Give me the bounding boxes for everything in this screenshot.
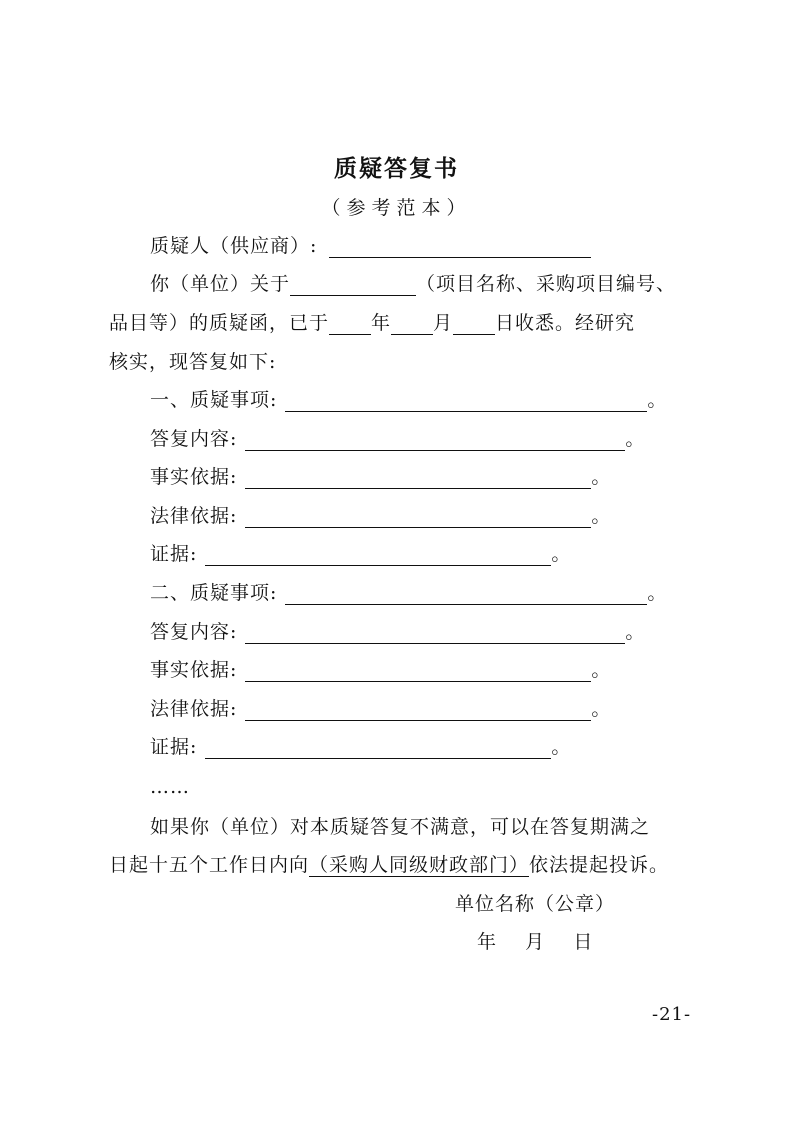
period: 。 (551, 736, 572, 758)
closing-suffix: 依法提起投诉。 (529, 854, 670, 876)
section2-issue-blank[interactable] (285, 582, 647, 605)
section1-evidence-blank[interactable] (205, 543, 551, 566)
signature-date: 年 月 日 (477, 931, 594, 953)
closing-prefix: 日起十五个工作日内向 (109, 854, 310, 876)
section2-reply-line (150, 620, 645, 644)
section2-fact-line (150, 658, 611, 682)
intro-line-1 (150, 272, 676, 296)
section1-evidence-label: 证据: (150, 543, 198, 565)
period: 。 (591, 659, 612, 681)
receipt-text: 品目等）的质疑函，已于 (109, 312, 330, 334)
section1-evidence-line (150, 542, 571, 566)
year-blank[interactable] (329, 312, 371, 335)
section2-law-blank[interactable] (245, 698, 591, 721)
section1-law-blank[interactable] (245, 505, 591, 528)
section2-evidence-label: 证据: (150, 736, 198, 758)
section1-reply-line (150, 427, 645, 451)
day-blank[interactable] (453, 312, 495, 335)
intro-suffix: （项目名称、采购项目编号、 (416, 273, 677, 295)
section1-issue-line (150, 388, 667, 412)
period: 。 (647, 582, 668, 604)
section2-fact-label: 事实依据: (150, 659, 238, 681)
section2-fact-blank[interactable] (245, 659, 591, 682)
ellipsis: …… (150, 776, 190, 798)
section2-issue-line (150, 581, 667, 605)
section1-reply-label: 答复内容: (150, 428, 238, 450)
intro-prefix: 你（单位）关于 (150, 273, 291, 295)
questioner-label: 质疑人（供应商）: (150, 235, 318, 257)
month-label: 月 (433, 312, 454, 334)
section1-law-line (150, 504, 611, 528)
intro-line-3: 核实，现答复如下: (109, 351, 277, 373)
page-number: -21- (652, 1004, 692, 1025)
section1-issue-label: 一、质疑事项: (150, 389, 278, 411)
closing-line-1: 如果你（单位）对本质疑答复不满意，可以在答复期满之 (150, 816, 651, 838)
period: 。 (551, 543, 572, 565)
closing-line-2 (109, 853, 669, 877)
period: 。 (625, 621, 646, 643)
section2-reply-label: 答复内容: (150, 621, 238, 643)
day-label: 日收悉。经研究 (495, 312, 636, 334)
section2-law-label: 法律依据: (150, 698, 238, 720)
document-title: 质疑答复书 (334, 155, 459, 182)
document-subtitle: （参考范本） (321, 197, 472, 219)
authority-underlined: （采购人同级财政部门） (309, 854, 530, 876)
section2-reply-blank[interactable] (245, 621, 625, 644)
period: 。 (591, 698, 612, 720)
year-label: 年 (371, 312, 392, 334)
section1-law-label: 法律依据: (150, 505, 238, 527)
period: 。 (647, 389, 668, 411)
section2-evidence-line (150, 735, 571, 759)
period: 。 (591, 505, 612, 527)
signature-unit: 单位名称（公章） (455, 893, 616, 915)
month-blank[interactable] (391, 312, 433, 335)
questioner-line (150, 234, 591, 258)
section2-evidence-blank[interactable] (205, 736, 551, 759)
period: 。 (625, 428, 646, 450)
section2-issue-label: 二、质疑事项: (150, 582, 278, 604)
project-blank[interactable] (290, 273, 416, 296)
section1-fact-label: 事实依据: (150, 466, 238, 488)
section2-law-line (150, 697, 611, 721)
section1-reply-blank[interactable] (245, 428, 625, 451)
section1-issue-blank[interactable] (285, 389, 647, 412)
section1-fact-blank[interactable] (245, 466, 591, 489)
questioner-blank[interactable] (329, 235, 591, 258)
period: 。 (591, 466, 612, 488)
intro-line-2 (109, 311, 635, 335)
section1-fact-line (150, 465, 611, 489)
